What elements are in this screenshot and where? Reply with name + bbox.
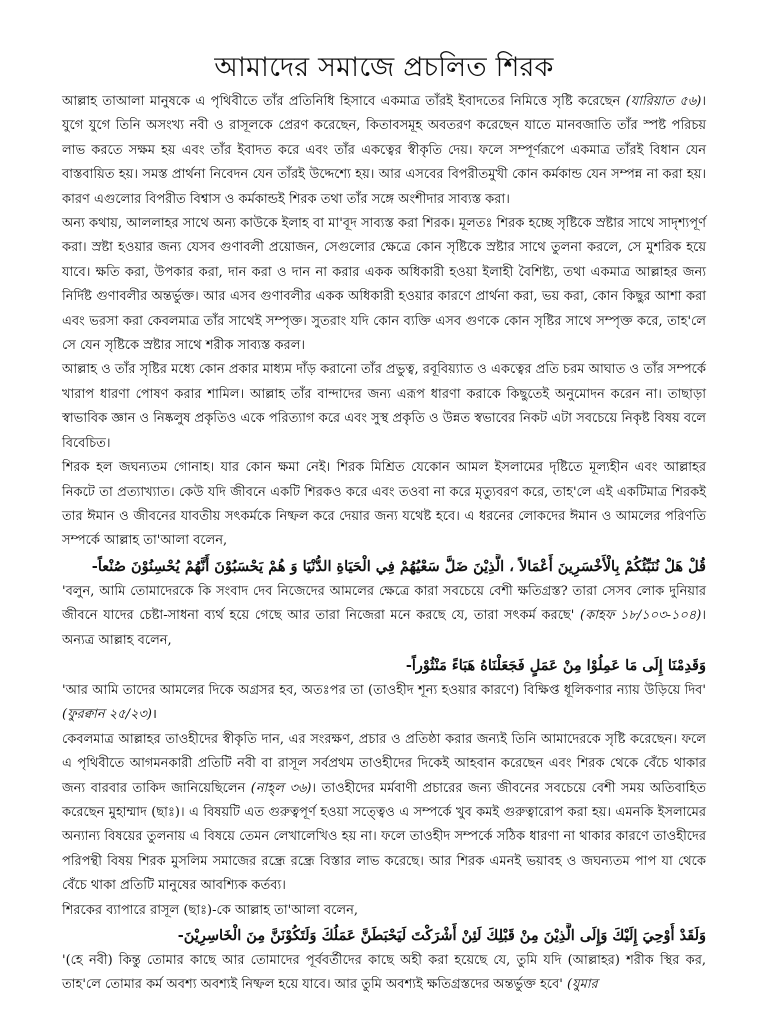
citation-zariyat: (যারিয়াত ৫৬): [625, 94, 702, 109]
arabic-verse-kahf: قُلْ هَلْ نُنَبِّئُكُمْ بِالْأَخْسَرِينَ أَعْمَالاً ، الَّذِيْنَ ضَلَّ سَعْيُهُمْ فِي الْحَيَاةِ الدُّنْيَا وَ هُمْ يَحْسَبُوْنَ أَنَّهُمْ يُحْسِنُوْنَ صُنْعاً-: [91, 557, 706, 575]
paragraph-7-text-a: কেবলমাত্র আল্লাহর তাওহীদের স্বীকৃতি দান, এর সংরক্ষণ, প্রচার ও প্রতিষ্ঠা করার জন্যই তিনি আমাদেরকে সৃষ্টি করেছেন। ফলে এ পৃথিবীতে আগমনকারী প্রতিটি নবী বা রাসূল সর্বপ্রথম তাওহীদের দিকেই আহবান করেছেন এবং শিরক থেকে বেঁচে থাকার জন্য বারবার তাকিদ জানিয়েছিলেন: [62, 731, 706, 796]
citation-kahf: (কাহফ ১৮/১০৩-১০৪): [580, 608, 702, 624]
arabic-verse-zumar: وَلَقَدْ أُوْحِيَ إِلَيْكَ وَإِلَى الَّذِيْنَ مِنْ قَبْلِكَ لَئِنْ أَشْرَكْتَ لَيَحْبَطَنَّ عَمَلُكَ وَلَتَكُوْنَنَّ مِنَ الْخَاسِرِيْنَ-: [177, 927, 706, 944]
paragraph-8: শিরকের ব্যাপারে রাসূল (ছাঃ)-কে আল্লাহ তা'আলা বলেন,: [62, 902, 359, 918]
paragraph-7: [62, 728, 706, 899]
paragraph-6-text-b: ।: [151, 707, 157, 723]
citation-zumar: (যুমার: [566, 977, 598, 993]
paragraph-2: অন্য কথায়, আললাহর সাথে অন্য কাউকে ইলাহ বা মা'বূদ সাব্যস্ত করা শিরক। মূলতঃ শিরক হচ্ছে সৃষ্টিকে স্রষ্টার সাথে সাদৃশ্যপূর্ণ করা। স্রষ্টা হওয়ার জন্য যেসব গুণাবলী প্রয়োজন, সেগুলোর ক্ষেত্রে কোন সৃষ্টিকে স্রষ্টার সাথে তুলনা করলে, সে মুশরিক হয়ে যাবে। ক্ষতি করা, উপকার করা, দান করা ও দান না করার একক অধিকারী হওয়া ইলাহী বৈশিষ্ট্য, তথা একমাত্র আল্লাহর জন্য নির্দিষ্ট গুণাবলীর অন্তর্ভুক্ত। আর এসব গুণাবলীর একক অধিকারী হওয়ার কারণে প্রার্থনা করা, ভয় করা, কোন কিছুর আশা করা এবং ভরসা করা কেবলমাত্র তাঁর সাথেই সম্পৃক্ত। সুতরাং যদি কোন ব্যক্তি এসব গুণকে কোন সৃষ্টির সাথে সম্পৃক্ত করে, তাহ'লে সে যেন সৃষ্টিকে স্রষ্টার সাথে শরীক সাব্যস্ত করল।: [62, 216, 706, 354]
paragraph-6-text-a: 'আর আমি তাদের আমলের দিকে অগ্রসর হব, অতঃপর তা (তাওহীদ শূন্য হওয়ার কারণে) বিক্ষিপ্ত ধূলিকণার ন্যায় উড়িয়ে দিব': [62, 682, 706, 698]
arabic-verse-furqan: وَقَدِمْنَا إِلَى مَا عَمِلُوْا مِنْ عَمَلٍ فَجَعَلْنَاهُ هَبَاءً مَنْثُوْراً-: [405, 656, 706, 674]
paragraph-4: শিরক হল জঘন্যতম গোনাহ। যার কোন ক্ষমা নেই। শিরক মিশ্রিত যেকোন আমল ইসলামের দৃষ্টিতে মূল্যহীন এবং আল্লাহর নিকটে তা প্রত্যাখ্যাত। কেউ যদি জীবনে একটি শিরকও করে এবং তওবা না করে মৃত্যুবরণ করে, তাহ'লে এই একটিমাত্র শিরকই তার ঈমান ও জীবনের যাবতীয় সৎকর্মকে নিষ্ফল করে দেয়ার জন্য যথেষ্ট হবে। এ ধরনের লোকদের ঈমান ও আমলের পরিণতি সম্পর্কে আল্লাহ তা'আলা বলেন,: [62, 460, 706, 549]
paragraph-9-text-a: '(হে নবী) কিন্তু তোমার কাছে আর তোমাদের পূর্ববর্তীদের কাছে অহী করা হয়েছে যে, তুমি যদি (আল্লাহর) শরীক স্থির কর, তাহ'লে তোমার কর্ম অবশ্য অবশ্যই নিষ্ফল হয়ে যাবে। আর তুমি অবশ্যই ক্ষতিগ্রস্তদের অন্তর্ভুক্ত হবে': [62, 953, 706, 993]
paragraph-3: আল্লাহ ও তাঁর সৃষ্টির মধ্যে কোন প্রকার মাধ্যম দাঁড় করানো তাঁর প্রভুত্ব, রবূবিয়্যাত ও একত্বের প্রতি চরম আঘাত ও তাঁর সম্পর্কে খারাপ ধারণা পোষণ করার শামিল। আল্লাহ তাঁর বান্দাদের জন্য এরূপ ধারণা করাকে কিছুতেই অনুমোদন করেন না। তাছাড়া স্বাভাবিক জ্ঞান ও নিষ্কলুষ প্রকৃতিও একে পরিত্যাগ করে এবং সুস্থ প্রকৃতি ও উন্নত স্বভাবের নিকট এটা সবচেয়ে নিকৃষ্ট বিষয় বলে বিবেচিত।: [62, 362, 706, 451]
citation-nahl: (নাহ্‌ল ৩৬): [250, 780, 312, 796]
paragraph-5-text-b: । অন্যত্র আল্লাহ বলেন,: [62, 608, 707, 648]
paragraph-7-text-b: । তাওহীদের মর্মবাণী প্রচারের জন্য জীবনের সবচেয়ে বেশী সময় অতিবাহিত করেছেন মুহাম্মাদ (ছাঃ)। এ বিষয়টি এত গুরুত্বপূর্ণ হওয়া সত্ত্বেও এ সম্পর্কে খুব কমই গুরুত্বারোপ করা হয়। এমনকি ইসলামের অন্যান্য বিষয়ের তুলনায় এ বিষয়ে তেমন লেখালেখিও হয় না। ফলে তাওহীদ সম্পর্কে সঠিক ধারণা না থাকার কারণে তাওহীদের পরিপন্থী বিষয় শিরক মুসলিম সমাজের রন্ধ্রে রন্ধ্রে বিস্তার লাভ করেছে। আর শিরক এমনই ভয়াবহ ও জঘন্যতম পাপ যা থেকে বেঁচে থাকা প্রতিটি মানুষের আবশ্যিক কর্তব্য।: [62, 780, 706, 894]
paragraph-6: [62, 679, 706, 728]
paragraph-1-text-b: । যুগে যুগে তিনি অসংখ্য নবী ও রাসূলকে প্রেরণ করেছেন, কিতাবসমূহ অবতরণ করেছেন যাতে মানবজাতি তাঁর স্পষ্ট পরিচয় লাভ করতে সক্ষম হয় এবং তাঁর ইবাদত করে এবং তাঁর একত্বের স্বীকৃতি দেয়। ফলে সম্পূর্ণরূপে একমাত্র তাঁরই বিধান যেন বাস্তবায়িত হয়। সমস্ত প্রার্থনা নিবেদন যেন তাঁরই উদ্দেশ্যে হয়। আর এসবের বিপরীতমুখী কোন কর্মকান্ড যেন সম্পন্ন না করা হয়। কারণ এগুলোর বিপরীত বিশ্বাস ও কর্মকান্ডই শিরক তথা তাঁর সঙ্গে অংশীদার সাব্যস্ত করা।: [62, 94, 706, 207]
page-title: আমাদের সমাজে প্রচলিত শিরক: [214, 52, 554, 83]
paragraph-1: [62, 90, 706, 212]
paragraph-1-text-a: আল্লাহ তাআলা মানুষকে এ পৃথিবীতে তাঁর প্রতিনিধি হিসাবে একমাত্র তাঁরই ইবাদতের নিমিত্তে সৃষ্টি করেছেন: [62, 94, 626, 109]
paragraph-5: [62, 580, 706, 653]
paragraph-5-text-a: 'বলুন, আমি তোমাদেরকে কি সংবাদ দেব নিজেদের আমলের ক্ষেত্রে কারা সবচেয়ে বেশী ক্ষতিগ্রস্ত? তারা সেসব লোক দুনিয়ার জীবনে যাদের চেষ্টা-সাধনা ব্যর্থ হয়ে গেছে আর তারা নিজেরা মনে করছে যে, তারা সৎকর্ম করছে': [62, 583, 706, 624]
citation-furqan: (ফুরক্বান ২৫/২৩): [62, 707, 152, 723]
paragraph-9: [62, 949, 706, 998]
